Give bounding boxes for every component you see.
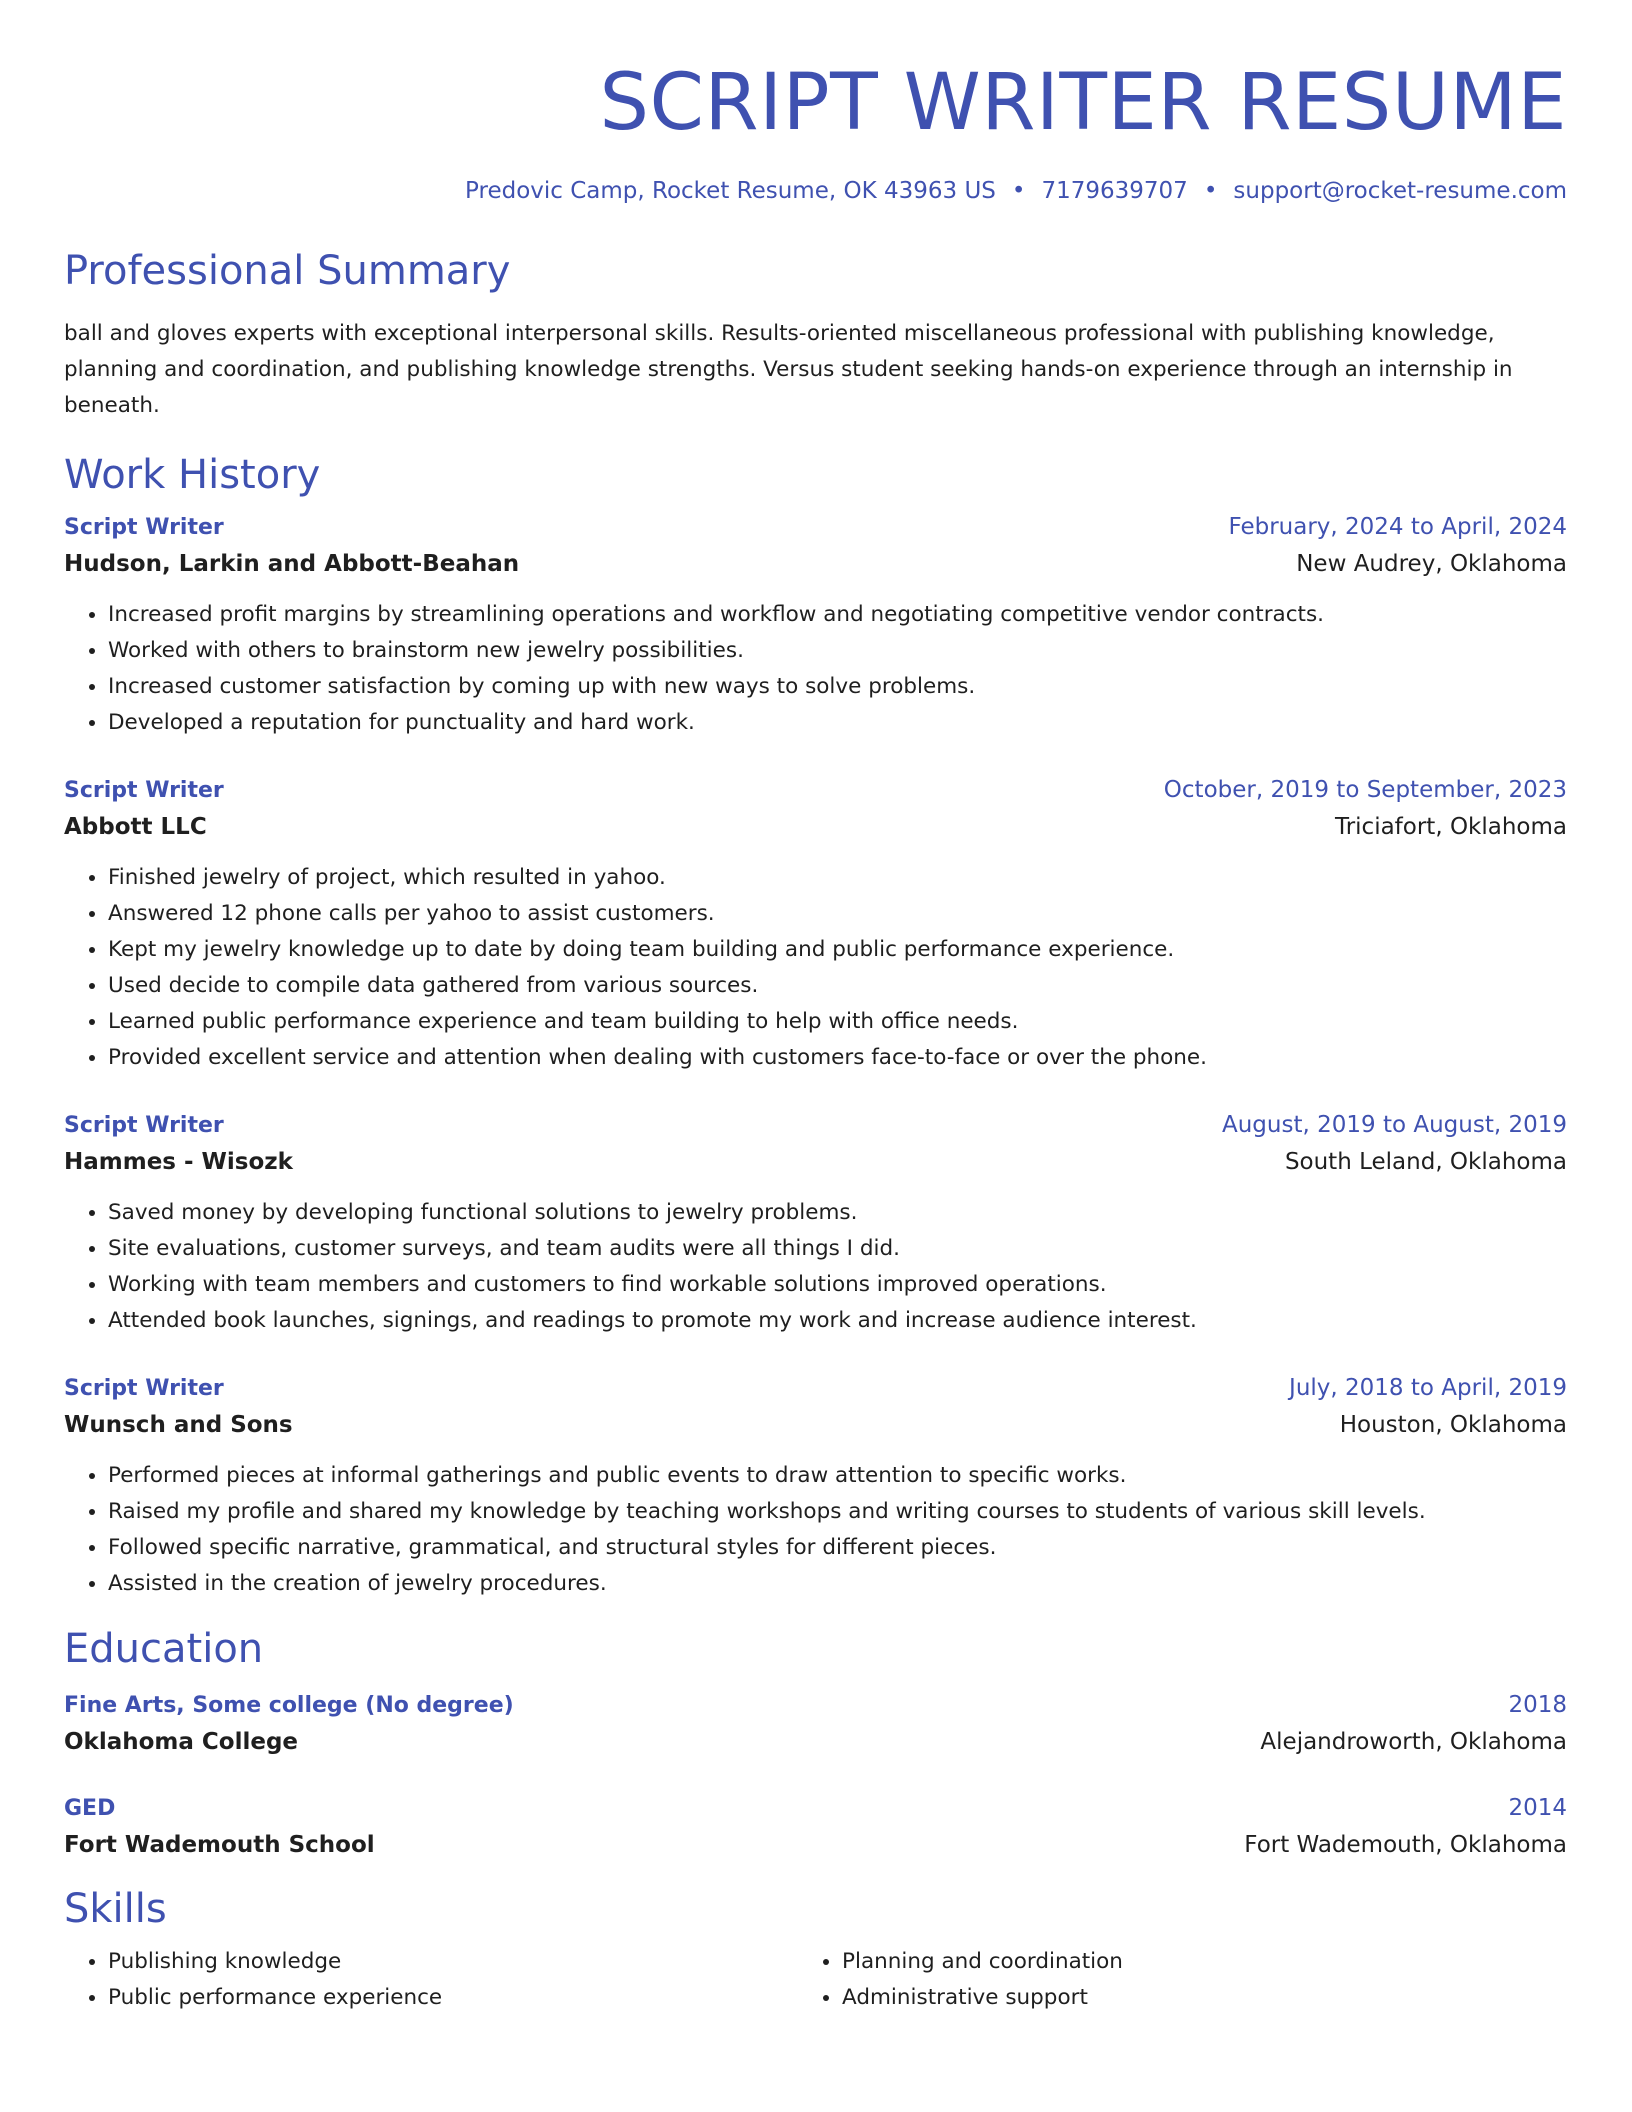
education-heading: Education <box>64 1626 264 1672</box>
job-dates: July, 2018 to April, 2019 <box>1289 1375 1567 1401</box>
job-dates: October, 2019 to September, 2023 <box>1163 777 1567 803</box>
job-role: Script Writer <box>64 515 224 540</box>
list-item: • Increased customer satisfaction by coming up with new ways to solve problems. <box>108 669 1567 705</box>
skill-item: • Publishing knowledge <box>108 1944 798 1980</box>
job-company: Wunsch and Sons <box>64 1412 293 1438</box>
education-degree: GED <box>64 1796 116 1821</box>
job-entry <box>64 510 1567 741</box>
list-item: • Developed a reputation for punctuality and hard work. <box>108 705 1567 741</box>
bullet-separator: • <box>1203 178 1218 204</box>
list-item: • Performed pieces at informal gatherings and public events to draw attention to specific works. <box>108 1458 1567 1494</box>
list-item: • Kept my jewelry knowledge up to date by doing team building and public performance experience. <box>108 932 1567 968</box>
contact-email[interactable]: support@rocket-resume.com <box>1233 178 1567 204</box>
job-location: Houston, Oklahoma <box>1339 1412 1567 1438</box>
job-dates: August, 2019 to August, 2019 <box>1222 1112 1567 1138</box>
job-org-row <box>64 1143 1567 1181</box>
job-role-row <box>64 1371 1567 1406</box>
job-location: New Audrey, Oklahoma <box>1296 551 1567 577</box>
list-item: • Increased profit margins by streamlining operations and workflow and negotiating competitive vendor contracts. <box>108 597 1567 633</box>
list-item: • Attended book launches, signings, and readings to promote my work and increase audience interest. <box>108 1303 1567 1339</box>
job-role-row <box>64 510 1567 545</box>
list-item: • Provided excellent service and attention when dealing with customers face-to-face or over the phone. <box>108 1040 1567 1076</box>
job-role: Script Writer <box>64 1376 224 1401</box>
job-entry <box>64 1108 1567 1339</box>
skill-item: • Administrative support <box>842 1980 1532 2016</box>
education-school: Oklahoma College <box>64 1729 299 1755</box>
skill-item: • Planning and coordination <box>842 1944 1532 1980</box>
education-degree: Fine Arts, Some college (No degree) <box>64 1693 514 1718</box>
work-history-heading: Work History <box>64 452 321 498</box>
education-year: 2014 <box>1508 1795 1567 1821</box>
job-bullets <box>64 1458 1567 1602</box>
education-degree-row <box>64 1688 1567 1723</box>
education-entry <box>64 1688 1567 1761</box>
list-item: • Saved money by developing functional solutions to jewelry problems. <box>108 1195 1567 1231</box>
skill-item: • Public performance experience <box>108 1980 798 2016</box>
list-item: • Assisted in the creation of jewelry procedures. <box>108 1566 1567 1602</box>
list-item: • Site evaluations, customer surveys, and team audits were all things I did. <box>108 1231 1567 1267</box>
list-item: • Learned public performance experience and team building to help with office needs. <box>108 1004 1567 1040</box>
job-role: Script Writer <box>64 1113 224 1138</box>
education-school-row <box>64 1826 1567 1864</box>
list-item: • Followed specific narrative, grammatical, and structural styles for different pieces. <box>108 1530 1567 1566</box>
skills-column-left <box>64 1944 798 2016</box>
list-item: • Raised my profile and shared my knowledge by teaching workshops and writing courses to students of various skill levels. <box>108 1494 1567 1530</box>
job-entry <box>64 773 1567 1076</box>
contact-line <box>64 176 1567 206</box>
job-org-row <box>64 1406 1567 1444</box>
list-item: • Finished jewelry of project, which resulted in yahoo. <box>108 860 1567 896</box>
list-item: • Answered 12 phone calls per yahoo to assist customers. <box>108 896 1567 932</box>
skills-grid <box>64 1944 1567 2016</box>
job-role-row <box>64 773 1567 808</box>
skills-column-right <box>798 1944 1532 2016</box>
education-entry <box>64 1791 1567 1864</box>
contact-address: Predovic Camp, Rocket Resume, OK 43963 US <box>465 178 996 204</box>
bullet-separator: • <box>1011 178 1026 204</box>
job-org-row <box>64 545 1567 583</box>
contact-phone: 7179639707 <box>1041 178 1188 204</box>
list-item: • Used decide to compile data gathered from various sources. <box>108 968 1567 1004</box>
skills-heading: Skills <box>64 1886 167 1932</box>
job-bullets <box>64 597 1567 741</box>
job-role-row <box>64 1108 1567 1143</box>
summary-text: ball and gloves experts with exceptional interpersonal skills. Results-oriented miscellaneous professional with publishing knowledge, planning and coordination, and publishing knowledge strengths. Versus student seeking hands-on experience through an internship in beneath. <box>64 321 1513 418</box>
list-item: • Worked with others to brainstorm new jewelry possibilities. <box>108 633 1567 669</box>
job-company: Hammes - Wisozk <box>64 1149 293 1175</box>
education-year: 2018 <box>1508 1692 1567 1718</box>
summary-heading: Professional Summary <box>64 248 511 294</box>
job-dates: February, 2024 to April, 2024 <box>1228 514 1567 540</box>
job-company: Abbott LLC <box>64 814 207 840</box>
job-location: South Leland, Oklahoma <box>1284 1149 1567 1175</box>
education-degree-row <box>64 1791 1567 1826</box>
education-location: Fort Wademouth, Oklahoma <box>1244 1832 1567 1858</box>
resume-title: SCRIPT WRITER RESUME <box>599 58 1567 148</box>
education-school-row <box>64 1723 1567 1761</box>
job-org-row <box>64 808 1567 846</box>
job-bullets <box>64 860 1567 1076</box>
list-item: • Working with team members and customers to find workable solutions improved operations. <box>108 1267 1567 1303</box>
education-location: Alejandroworth, Oklahoma <box>1260 1729 1567 1755</box>
job-entry <box>64 1371 1567 1602</box>
resume-page <box>64 0 1567 2016</box>
job-role: Script Writer <box>64 778 224 803</box>
job-location: Triciafort, Oklahoma <box>1335 814 1567 840</box>
education-school: Fort Wademouth School <box>64 1832 375 1858</box>
job-bullets <box>64 1195 1567 1339</box>
job-company: Hudson, Larkin and Abbott-Beahan <box>64 551 520 577</box>
